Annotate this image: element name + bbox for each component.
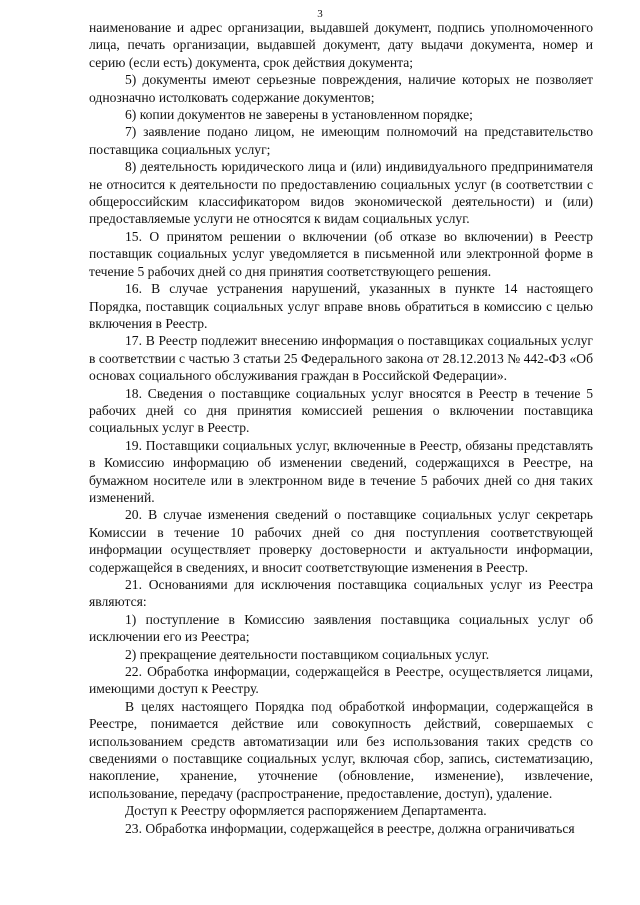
paragraph: 16. В случае устранения нарушений, указанных в пункте 14 настоящего Порядка, поставщик социальных услуг вправе вновь обратиться в комиссию с целью включения в Реестр. xyxy=(89,281,593,331)
paragraph: 20. В случае изменения сведений о поставщике социальных услуг секретарь Комиссии в течение 10 рабочих дней со дня поступления соответствующей информации осуществляет проверку достоверности и актуальности информации, содержащейся в сведениях, и вносит соответствующие изменения в Реестр. xyxy=(89,507,593,575)
paragraph: 19. Поставщики социальных услуг, включенные в Реестр, обязаны представлять в Комиссию информацию об изменении сведений, содержащихся в Реестре, на бумажном носителе или в электронном виде в течение 5 рабочих дней со дня таких изменений. xyxy=(89,437,593,505)
paragraph: 18. Сведения о поставщике социальных услуг вносятся в Реестр в течение 5 рабочих дней со дня принятия комиссией решения о включении поставщика социальных услуг в Реестр. xyxy=(89,385,593,436)
paragraph: Доступ к Реестру оформляется распоряжением Департамента. xyxy=(125,803,487,819)
page-number: 3 xyxy=(317,8,323,20)
paragraph: 17. В Реестр подлежит внесению информация о поставщиках социальных услуг в соответствии с частью 3 статьи 25 Федерального закона от 28.12.2013 № 442-ФЗ «Об основах социального обслуживания граждан в Российской Федерации». xyxy=(89,333,593,384)
paragraph: наименование и адрес организации, выдавшей документ, подпись уполномоченного лица, печать организации, выдавшей документ, дату выдачи документа, номер и серию (если есть) документа, срок действия документа; xyxy=(89,20,593,70)
paragraph: В целях настоящего Порядка под обработкой информации, содержащейся в Реестре, понимается действие или совокупность действий, совершаемых с использованием средств автоматизации или без использования таких средств со сведениями о поставщике социальных услуг, включая сбор, запись, систематизацию, накопление, хранение, уточнение (обновление, изменение), извлечение, использование, передачу (распространение, предоставление, доступ), удаление. xyxy=(89,698,593,801)
paragraph: 22. Обработка информации, содержащейся в Реестре, осуществляется лицами, имеющими доступ к Реестру. xyxy=(89,664,593,697)
paragraph: 7) заявление подано лицом, не имеющим полномочий на представительство поставщика социальных услуг; xyxy=(89,124,593,157)
paragraph: 23. Обработка информации, содержащейся в реестре, должна ограничиваться xyxy=(125,820,575,836)
paragraph: 5) документы имеют серьезные повреждения, наличие которых не позволяет однозначно истолковать содержание документов; xyxy=(89,72,593,105)
paragraph: 2) прекращение деятельности поставщиком социальных услуг. xyxy=(125,646,490,662)
document-body xyxy=(89,19,593,837)
paragraph: 15. О принятом решении о включении (об отказе во включении) в Реестр поставщик социальных услуг уведомляется в письменной или электронной форме в течение 5 рабочих дней со дня принятия соответствующего решения. xyxy=(89,228,593,279)
paragraph: 1) поступление в Комиссию заявления поставщика социальных услуг об исключении его из Реестра; xyxy=(89,611,593,645)
paragraph: 6) копии документов не заверены в установленном порядке; xyxy=(125,107,473,123)
paragraph: 8) деятельность юридического лица и (или) индивидуального предпринимателя не относится к деятельности по предоставлению социальных услуг (в соответствии с общероссийским классификатором видов экономической деятельности) и (или) предоставляемые услуги не относятся к видам социальных услуг. xyxy=(89,159,593,227)
paragraph: 21. Основаниями для исключения поставщика социальных услуг из Реестра являются: xyxy=(89,577,593,610)
